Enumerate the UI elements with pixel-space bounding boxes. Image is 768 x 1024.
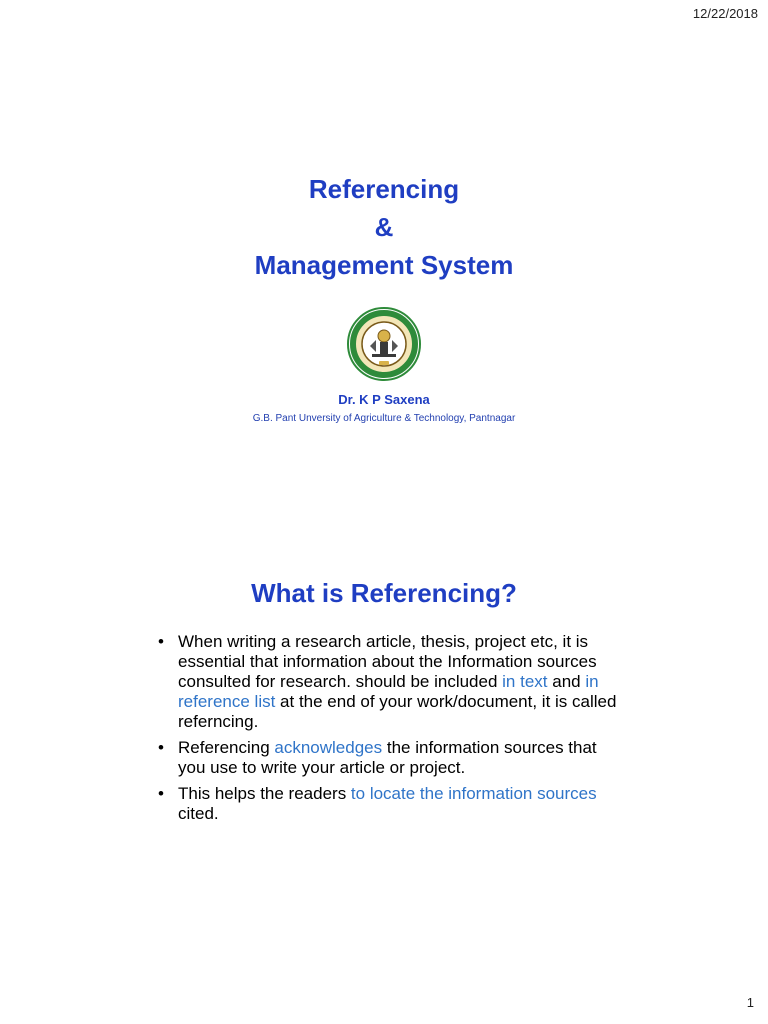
bullet-item bbox=[158, 784, 618, 824]
bullet-dot-icon: • bbox=[158, 738, 164, 757]
slide-date: 12/22/2018 bbox=[692, 6, 758, 21]
content-slide bbox=[0, 576, 768, 823]
title-slide bbox=[0, 170, 768, 424]
bullet-item bbox=[158, 738, 618, 778]
title-line-2: & bbox=[374, 212, 394, 242]
text-segment: the information sources that you use to write your article or project. bbox=[178, 738, 597, 777]
page-number: 1 bbox=[746, 995, 754, 1010]
bullet-list bbox=[158, 632, 618, 830]
bullet-dot-icon: • bbox=[158, 632, 164, 651]
bullet-dot-icon: • bbox=[158, 784, 164, 803]
highlight-segment: acknowledges bbox=[274, 738, 383, 757]
slide-heading: What is Referencing? bbox=[251, 578, 517, 608]
text-segment: cited. bbox=[178, 804, 219, 823]
bullet-item bbox=[158, 632, 618, 732]
bullet-text bbox=[178, 784, 597, 823]
author-affiliation: G.B. Pant Unversity of Agriculture & Technology, Pantnagar bbox=[252, 413, 516, 424]
text-segment: at the end of your work/document, it is called referncing. bbox=[178, 692, 617, 731]
title-line-3: Management System bbox=[254, 250, 514, 280]
text-segment: When writing a research article, thesis, project etc, it is essential that information about the Information sources consulted for research. should be included bbox=[178, 632, 597, 691]
highlight-segment: to locate the information sources bbox=[350, 784, 597, 803]
text-segment: This helps the readers bbox=[178, 784, 351, 803]
university-seal-icon bbox=[346, 306, 422, 382]
author-name: Dr. K P Saxena bbox=[338, 392, 430, 407]
title-line-1: Referencing bbox=[308, 174, 460, 204]
text-segment: Referencing bbox=[178, 738, 275, 757]
slide-title bbox=[0, 170, 768, 284]
text-segment: and bbox=[547, 672, 586, 691]
highlight-segment: in reference list bbox=[178, 672, 599, 711]
bullet-text bbox=[178, 738, 597, 777]
highlight-segment: in text bbox=[502, 672, 548, 691]
bullet-text bbox=[178, 632, 616, 731]
